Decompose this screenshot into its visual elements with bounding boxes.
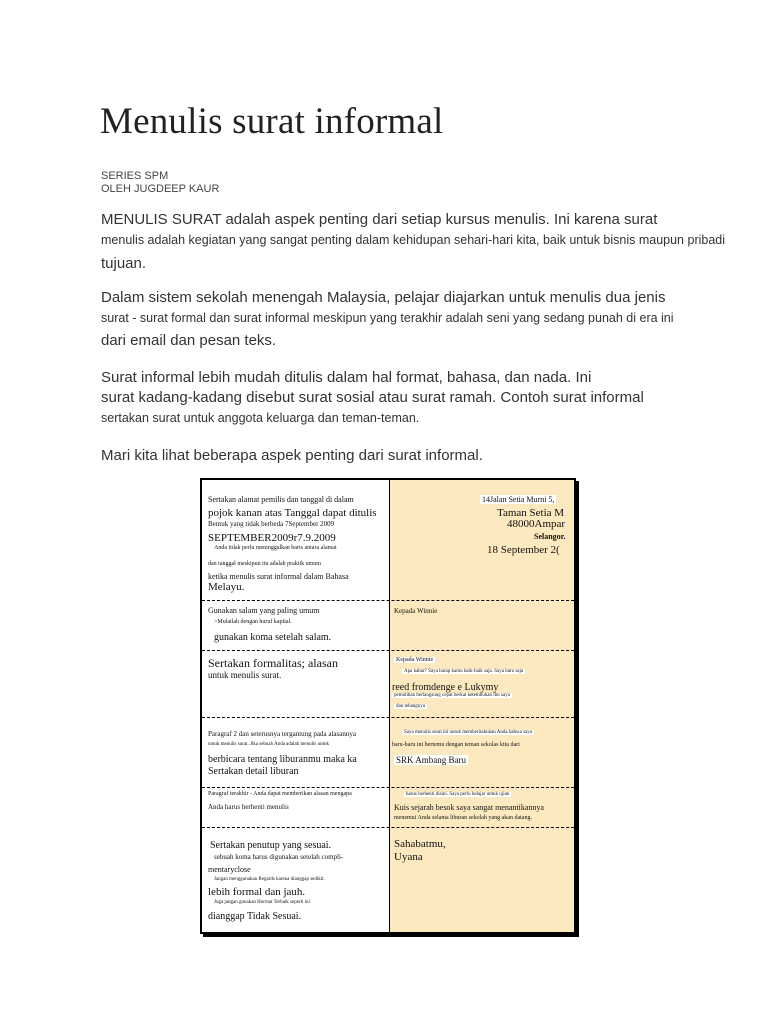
annotation-text: mentaryclose <box>208 865 251 874</box>
page-title: Menulis surat informal <box>100 101 444 142</box>
section-divider <box>202 787 574 788</box>
letter-text: pemulihan berlangsung cepat berkat ketembuhan ibu saya <box>394 693 510 698</box>
annotation-text: Melayu. <box>208 581 245 593</box>
annotation-text: >Mulailah dengan huruf kapital. <box>214 619 292 625</box>
letter-text: Kuis sejarah besok saya sangat menantikannya <box>394 803 544 812</box>
paragraph-2-line-3: dari email dan pesan teks. <box>101 332 277 349</box>
letter-text: Saya menulis surat ini untuk memberitahukan Anda bahwa saya <box>404 730 533 735</box>
annotation-text: untuk menulis surat. <box>208 670 282 680</box>
letter-address-line: Selangor. <box>534 532 566 541</box>
annotation-text: pojok kanan atas Tanggal dapat ditulis <box>208 507 377 519</box>
annotation-text: Sertakan alamat pemilis dan tanggal di dalam <box>208 495 354 504</box>
paragraph-4-line-1: Mari kita lihat beberapa aspek penting dari surat informal. <box>101 447 483 464</box>
annotation-text: sebuah koma harus digunakan setelah compli- <box>214 853 344 861</box>
annotation-text: dan tanggal meskipun itu adalah praktik umum <box>208 561 321 567</box>
annotation-text: gunakan koma setelah salam. <box>214 632 332 643</box>
annotation-text: lebih formal dan jauh. <box>208 886 306 898</box>
paragraph-3-line-3: sertakan surat untuk anggota keluarga dan teman-teman. <box>101 411 420 425</box>
section-divider <box>202 650 574 651</box>
annotation-text: Anda tidak perlu meninggalkan baris antara alamat <box>214 545 337 551</box>
paragraph-1-line-2: menulis adalah kegiatan yang sangat penting dalam kehidupan sehari-hari kita, baik untuk bisnis maupun pribadi <box>101 233 726 247</box>
annotation-text: Jangan menggunakan Regards karena dianggap sedikit. <box>214 877 325 882</box>
annotation-text: Sertakan formalitas; alasan <box>208 656 338 670</box>
letter-text: Kepada Winnie <box>396 657 434 663</box>
column-divider <box>389 480 390 932</box>
letter-text: dan tebangnya <box>396 704 426 709</box>
annotation-text: Juga jangan gunakan Hormat Terbaik seperti ini <box>214 900 310 905</box>
annotation-text: Paragraf 2 dan seterusnya tergantung pada alasannya <box>208 730 356 738</box>
author-label: OLEH JUGDEEP KAUR <box>101 183 220 195</box>
letter-date: 18 September 2( <box>487 544 560 556</box>
letter-closing: Sahabatmu, <box>394 838 446 850</box>
paragraph-2-line-2: surat - surat formal dan surat informal meskipun yang terakhir adalah seni yang sedang punah di era ini <box>101 311 674 325</box>
annotation-text: dianggap Tidak Sesuai. <box>208 911 302 922</box>
letter-address-line: 14Jalan Setia Murni 5, <box>482 495 555 504</box>
annotation-text: Sertakan penutup yang sesuai. <box>210 840 332 851</box>
paragraph-2-line-1: Dalam sistem sekolah menengah Malaysia, pelajar diajarkan untuk menulis dua jenis <box>101 289 666 306</box>
annotation-text: SEPTEMBER2009r7.9.2009 <box>208 532 336 544</box>
letter-text: Apa kabar? Saya harap kamu baik-baik saja. Saya baru saja <box>404 669 524 674</box>
letter-text: reed fromdenge e Lukymy <box>392 682 499 693</box>
annotation-text: ketika menulis surat informal dalam Bahasa <box>208 572 349 581</box>
annotation-text: Paragraf terakhir - Anda dapat memberikan alasan mengapa <box>208 791 352 797</box>
paragraph-1-line-3: tujuan. <box>101 255 147 272</box>
paragraph-1-line-1: MENULIS SURAT adalah aspek penting dari setiap kursus menulis. Ini karena surat <box>101 211 658 228</box>
letter-address-line: 48000Ampar <box>507 518 566 530</box>
series-label: SERIES SPM <box>101 170 169 182</box>
annotation-text: untuk menulis surat. Jika sebuah Anda adalah menulis untuk <box>208 742 329 747</box>
letter-diagram-figure <box>200 478 576 934</box>
annotation-text: berbicara tentang liburanmu maka ka <box>208 754 357 765</box>
section-divider <box>202 827 574 828</box>
letter-greeting: Kepada Winnie <box>394 607 438 615</box>
letter-signature: Uyana <box>394 851 423 863</box>
annotation-text: Bentuk yang tidak berbeda 7September 2009 <box>208 520 335 528</box>
annotation-text: Anda harus berhenti menulis <box>208 803 289 811</box>
annotation-text: Sertakan detail liburan <box>208 766 299 777</box>
letter-text: menemui Anda selama liburan sekolah yang akan datang. <box>394 815 532 821</box>
letter-text: harus berhenti disini. Saya perlu belajar untuk ujian <box>406 792 510 797</box>
paragraph-3-line-2: surat kadang-kadang disebut surat sosial atau surat ramah. Contoh surat informal <box>101 389 644 406</box>
letter-address-line: Taman Setia M <box>497 507 565 519</box>
paragraph-3-line-1: Surat informal lebih mudah ditulis dalam hal format, bahasa, dan nada. Ini <box>101 369 592 386</box>
letter-text: SRK Ambang Baru <box>396 755 467 765</box>
section-divider <box>202 600 574 601</box>
annotation-text: Gunakan salam yang paling umum <box>208 606 320 615</box>
section-divider <box>202 717 574 718</box>
letter-text: baru-baru ini bertemu dengan teman sekolas kita dari <box>392 742 520 748</box>
